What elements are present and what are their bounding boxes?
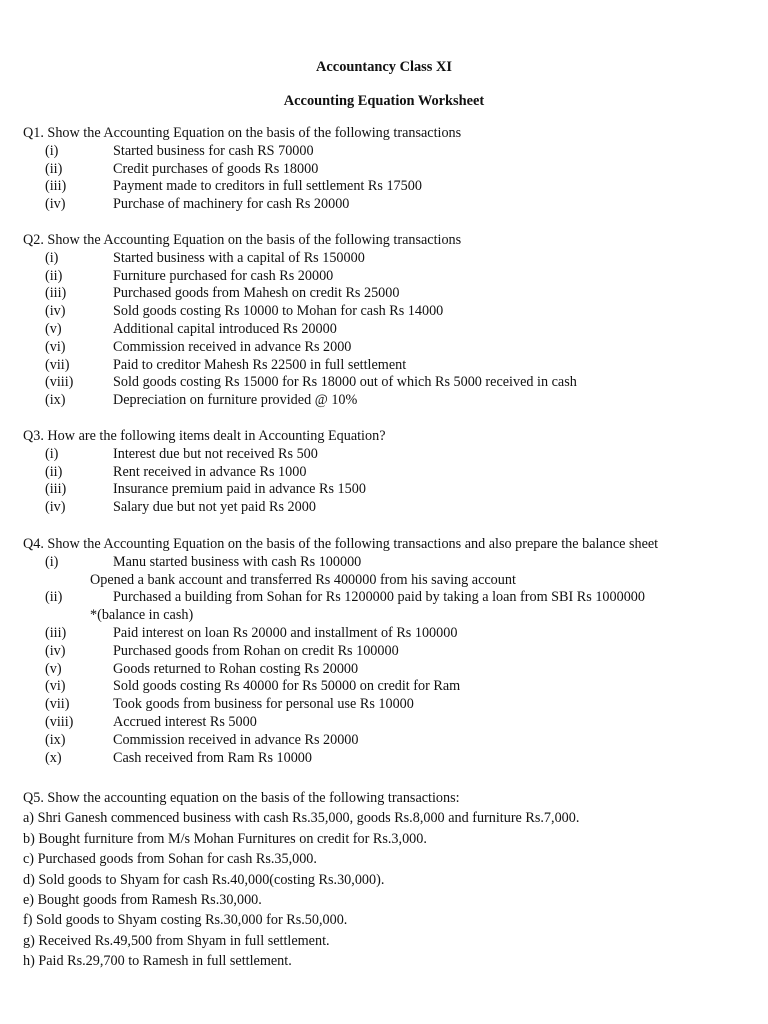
list-item: c) Purchased goods from Sohan for cash Rs.35,000. [23, 851, 317, 868]
list-item-continuation: Opened a bank account and transferred Rs 400000 from his saving account [90, 571, 516, 588]
question-4-text: Q4. Show the Accounting Equation on the basis of the following transactions and also prepare the balance sheet [23, 536, 659, 552]
list-item: (iii) Paid interest on loan Rs 20000 and installment of Rs 100000 [45, 624, 458, 641]
list-item: f) Sold goods to Shyam costing Rs.30,000 for Rs.50,000. [23, 912, 348, 929]
list-item: (ix) Depreciation on furniture provided @ 10% [45, 392, 358, 409]
question-3 [23, 428, 758, 517]
list-item: (ix) Commission received in advance Rs 20000 [45, 731, 359, 748]
doc-title: Accountancy Class XI [316, 59, 452, 75]
question-4 [23, 536, 758, 767]
list-item: (viii) Sold goods costing Rs 15000 for Rs 18000 out of which Rs 5000 received in cash [45, 374, 577, 391]
list-item: (vii) Paid to creditor Mahesh Rs 22500 in full settlement [45, 356, 407, 373]
question-1 [23, 125, 758, 214]
list-item: (iii) Payment made to creditors in full settlement Rs 17500 [45, 178, 422, 195]
question-5-text: Q5. Show the accounting equation on the basis of the following transactions: [23, 790, 460, 806]
question-3-text: Q3. How are the following items dealt in Accounting Equation? [23, 428, 386, 444]
question-2-text: Q2. Show the Accounting Equation on the basis of the following transactions [23, 232, 462, 248]
list-item: (vi) Commission received in advance Rs 2000 [45, 338, 352, 355]
list-item: b) Bought furniture from M/s Mohan Furnitures on credit for Rs.3,000. [23, 830, 427, 847]
list-item: (iv) Purchased goods from Rohan on credit Rs 100000 [45, 642, 399, 659]
list-item: (v) Goods returned to Rohan costing Rs 20000 [45, 660, 359, 677]
question-5 [23, 788, 758, 972]
list-item: (vi) Sold goods costing Rs 40000 for Rs 50000 on credit for Ram [45, 678, 461, 695]
list-item: (iii) Insurance premium paid in advance Rs 1500 [45, 481, 366, 498]
question-2 [23, 232, 758, 410]
list-item: (iv) Salary due but not yet paid Rs 2000 [45, 499, 316, 516]
list-item: (i) Started business with a capital of Rs 150000 [45, 249, 365, 266]
list-item: (x) Cash received from Ram Rs 10000 [45, 749, 312, 766]
list-item: (v) Additional capital introduced Rs 20000 [45, 320, 337, 337]
list-item: (i) Interest due but not received Rs 500 [45, 445, 318, 462]
list-item: (iii) Purchased goods from Mahesh on credit Rs 25000 [45, 285, 400, 302]
list-item: (i) Manu started business with cash Rs 100000 [45, 553, 362, 570]
list-item: (iv) Purchase of machinery for cash Rs 20000 [45, 196, 350, 213]
list-item-continuation: *(balance in cash) [90, 607, 194, 624]
list-item: h) Paid Rs.29,700 to Ramesh in full settlement. [23, 953, 292, 970]
list-item: e) Bought goods from Ramesh Rs.30,000. [23, 892, 262, 909]
question-1-text: Q1. Show the Accounting Equation on the basis of the following transactions [23, 125, 462, 141]
list-item: g) Received Rs.49,500 from Shyam in full settlement. [23, 932, 330, 949]
doc-subtitle: Accounting Equation Worksheet [283, 93, 485, 109]
list-item: (viii) Accrued interest Rs 5000 [45, 713, 257, 730]
list-item: (ii) Furniture purchased for cash Rs 20000 [45, 267, 334, 284]
list-item: d) Sold goods to Shyam for cash Rs.40,000(costing Rs.30,000). [23, 871, 385, 888]
list-item: (ii) Purchased a building from Sohan for Rs 1200000 paid by taking a loan from SBI Rs 1000000 [45, 589, 645, 606]
list-item: (i) Started business for cash RS 70000 [45, 142, 314, 159]
list-item: (ii) Rent received in advance Rs 1000 [45, 463, 307, 480]
list-item: (ii) Credit purchases of goods Rs 18000 [45, 160, 319, 177]
list-item: (iv) Sold goods costing Rs 10000 to Mohan for cash Rs 14000 [45, 303, 444, 320]
list-item: a) Shri Ganesh commenced business with cash Rs.35,000, goods Rs.8,000 and furniture Rs.7,000. [23, 810, 580, 827]
list-item: (vii) Took goods from business for personal use Rs 10000 [45, 696, 414, 713]
